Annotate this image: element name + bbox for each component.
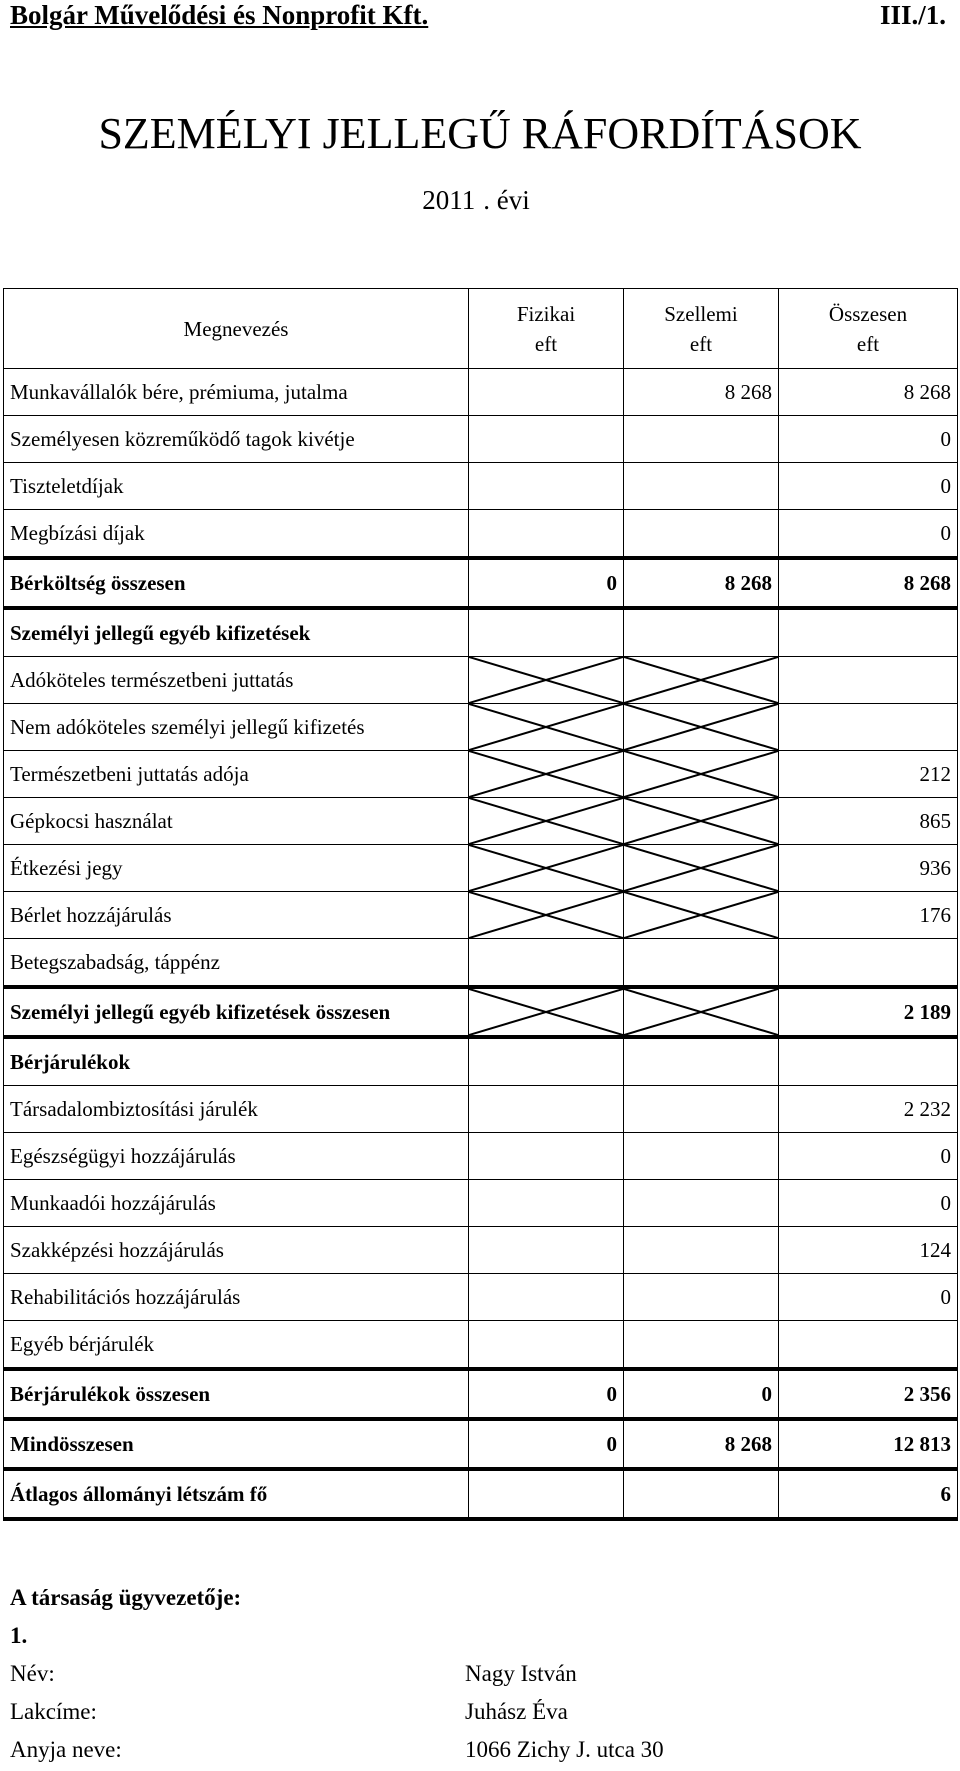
crossed-cell — [469, 845, 624, 892]
cell-osszesen: 8 268 — [779, 369, 958, 416]
manager-index: 1. — [10, 1623, 28, 1648]
cross-mark-icon — [624, 751, 778, 797]
cell-osszesen: 12 813 — [779, 1419, 958, 1469]
cell-fizikai — [469, 463, 624, 510]
name-label: Név: — [10, 1661, 55, 1686]
table-row — [4, 416, 958, 463]
cell-osszesen: 124 — [779, 1227, 958, 1274]
col-header-name: Megnevezés — [4, 289, 469, 369]
cell-szellemi — [624, 416, 779, 463]
col-header-osszesen: Összesen eft — [779, 289, 958, 369]
table-row — [4, 1180, 958, 1227]
crossed-cell — [469, 798, 624, 845]
crossed-cell — [469, 987, 624, 1037]
cell-szellemi: 8 268 — [624, 369, 779, 416]
cell-osszesen — [779, 704, 958, 751]
crossed-cell — [469, 892, 624, 939]
cell-osszesen — [779, 657, 958, 704]
cell-osszesen: 8 268 — [779, 558, 958, 608]
row-label: Tiszteletdíjak — [4, 463, 469, 510]
mother-name-label: Anyja neve: — [10, 1737, 122, 1762]
crossed-cell — [624, 704, 779, 751]
cell-osszesen: 2 189 — [779, 987, 958, 1037]
cell-fizikai — [469, 1133, 624, 1180]
table-row — [4, 1086, 958, 1133]
row-label: Bérjárulékok összesen — [4, 1369, 469, 1419]
year-value: 2011 — [422, 185, 476, 215]
table-row — [4, 704, 958, 751]
table-row-grand-total — [4, 1419, 958, 1469]
row-label: Egyéb bérjárulék — [4, 1321, 469, 1370]
cell-szellemi — [624, 1133, 779, 1180]
report-year — [0, 185, 960, 216]
col-header-fizikai: Fizikai eft — [469, 289, 624, 369]
row-label: Adóköteles természetbeni juttatás — [4, 657, 469, 704]
cell-osszesen: 212 — [779, 751, 958, 798]
cell-fizikai — [469, 1086, 624, 1133]
manager-heading: A társaság ügyvezetője: — [10, 1585, 242, 1610]
table-row — [4, 798, 958, 845]
cell-fizikai — [469, 416, 624, 463]
table-row — [4, 463, 958, 510]
cell-szellemi — [624, 1227, 779, 1274]
row-label: Átlagos állományi létszám fő — [4, 1469, 469, 1519]
document-header — [10, 0, 960, 40]
table-row — [4, 892, 958, 939]
cell-szellemi — [624, 1469, 779, 1519]
crossed-cell — [624, 657, 779, 704]
cell-fizikai — [469, 608, 624, 657]
cell-szellemi: 8 268 — [624, 1419, 779, 1469]
cell-osszesen: 6 — [779, 1469, 958, 1519]
cross-mark-icon — [469, 845, 623, 891]
cell-osszesen — [779, 1037, 958, 1086]
document-title: SZEMÉLYI JELLEGŰ RÁFORDÍTÁSOK — [98, 109, 862, 158]
name-value: Nagy István — [465, 1661, 577, 1686]
row-label: Mindösszesen — [4, 1419, 469, 1469]
row-label: Egészségügyi hozzájárulás — [4, 1133, 469, 1180]
table-row-headcount — [4, 1469, 958, 1519]
cell-osszesen: 0 — [779, 1133, 958, 1180]
cell-szellemi: 8 268 — [624, 558, 779, 608]
table-row-subtotal — [4, 558, 958, 608]
company-name: Bolgár Művelődési és Nonprofit Kft. — [10, 0, 429, 30]
cell-szellemi — [624, 1321, 779, 1370]
section-heading: Személyi jellegű egyéb kifizetések — [4, 608, 469, 657]
cell-osszesen — [779, 1321, 958, 1370]
cell-fizikai — [469, 1274, 624, 1321]
row-label: Személyesen közreműködő tagok kivétje — [4, 416, 469, 463]
cell-szellemi — [624, 1086, 779, 1133]
cross-mark-icon — [469, 798, 623, 844]
cell-osszesen: 936 — [779, 845, 958, 892]
table-row — [4, 939, 958, 988]
row-label: Megbízási díjak — [4, 510, 469, 559]
cell-szellemi: 0 — [624, 1369, 779, 1419]
cell-osszesen: 0 — [779, 1180, 958, 1227]
mother-name-value: 1066 Zichy J. utca 30 — [465, 1737, 664, 1762]
cell-fizikai — [469, 1180, 624, 1227]
col-header-szellemi: Szellemi eft — [624, 289, 779, 369]
row-label: Étkezési jegy — [4, 845, 469, 892]
cross-mark-icon — [624, 845, 778, 891]
cell-fizikai: 0 — [469, 558, 624, 608]
row-label: Személyi jellegű egyéb kifizetések összesen — [4, 987, 469, 1037]
cross-mark-icon — [469, 989, 623, 1035]
cell-osszesen: 0 — [779, 416, 958, 463]
cell-szellemi — [624, 1274, 779, 1321]
cell-fizikai — [469, 510, 624, 559]
cell-szellemi — [624, 1180, 779, 1227]
cell-fizikai — [469, 1469, 624, 1519]
cell-osszesen: 0 — [779, 510, 958, 559]
cell-osszesen: 0 — [779, 463, 958, 510]
address-label: Lakcíme: — [10, 1699, 97, 1724]
row-label: Természetbeni juttatás adója — [4, 751, 469, 798]
crossed-cell — [469, 751, 624, 798]
table-row — [4, 369, 958, 416]
crossed-cell — [624, 845, 779, 892]
table-row-subtotal — [4, 1369, 958, 1419]
cell-osszesen: 0 — [779, 1274, 958, 1321]
table-row — [4, 1227, 958, 1274]
row-label: Nem adóköteles személyi jellegű kifizetés — [4, 704, 469, 751]
cell-fizikai — [469, 1227, 624, 1274]
address-value: Juhász Éva — [465, 1699, 568, 1724]
row-label: Gépkocsi használat — [4, 798, 469, 845]
cell-szellemi — [624, 1037, 779, 1086]
cross-mark-icon — [469, 892, 623, 938]
cell-fizikai — [469, 939, 624, 988]
cross-mark-icon — [469, 751, 623, 797]
cell-szellemi — [624, 608, 779, 657]
table-row — [4, 845, 958, 892]
cell-osszesen: 2 232 — [779, 1086, 958, 1133]
cell-fizikai — [469, 369, 624, 416]
section-heading-row — [4, 608, 958, 657]
cell-fizikai — [469, 1321, 624, 1370]
cross-mark-icon — [624, 989, 778, 1035]
cell-osszesen: 2 356 — [779, 1369, 958, 1419]
year-suffix: . évi — [483, 185, 530, 215]
cell-osszesen — [779, 608, 958, 657]
crossed-cell — [624, 751, 779, 798]
cell-szellemi — [624, 510, 779, 559]
table-row — [4, 751, 958, 798]
cell-szellemi — [624, 939, 779, 988]
cross-mark-icon — [624, 892, 778, 938]
crossed-cell — [469, 657, 624, 704]
section-heading: Bérjárulékok — [4, 1037, 469, 1086]
table-header-row — [4, 289, 958, 369]
row-label: Munkavállalók bére, prémiuma, jutalma — [4, 369, 469, 416]
table-row — [4, 1321, 958, 1370]
cell-osszesen — [779, 939, 958, 988]
crossed-cell — [469, 704, 624, 751]
section-heading-row — [4, 1037, 958, 1086]
cross-mark-icon — [624, 798, 778, 844]
cross-mark-icon — [469, 657, 623, 703]
row-label: Bérlet hozzájárulás — [4, 892, 469, 939]
row-label: Társadalombiztosítási járulék — [4, 1086, 469, 1133]
row-label: Szakképzési hozzájárulás — [4, 1227, 469, 1274]
table-row — [4, 510, 958, 559]
table-row — [4, 657, 958, 704]
cell-szellemi — [624, 463, 779, 510]
document-number: III./1. — [880, 0, 947, 30]
row-label: Betegszabadság, táppénz — [4, 939, 469, 988]
table-row — [4, 1274, 958, 1321]
cross-mark-icon — [624, 657, 778, 703]
crossed-cell — [624, 798, 779, 845]
expense-table — [3, 288, 958, 1521]
row-label: Munkaadói hozzájárulás — [4, 1180, 469, 1227]
row-label: Bérköltség összesen — [4, 558, 469, 608]
cell-fizikai — [469, 1037, 624, 1086]
crossed-cell — [624, 987, 779, 1037]
cell-osszesen: 865 — [779, 798, 958, 845]
cell-fizikai: 0 — [469, 1369, 624, 1419]
cross-mark-icon — [624, 704, 778, 750]
crossed-cell — [624, 892, 779, 939]
cell-osszesen: 176 — [779, 892, 958, 939]
table-row — [4, 1133, 958, 1180]
table-row-subtotal — [4, 987, 958, 1037]
cell-fizikai: 0 — [469, 1419, 624, 1469]
cross-mark-icon — [469, 704, 623, 750]
row-label: Rehabilitációs hozzájárulás — [4, 1274, 469, 1321]
